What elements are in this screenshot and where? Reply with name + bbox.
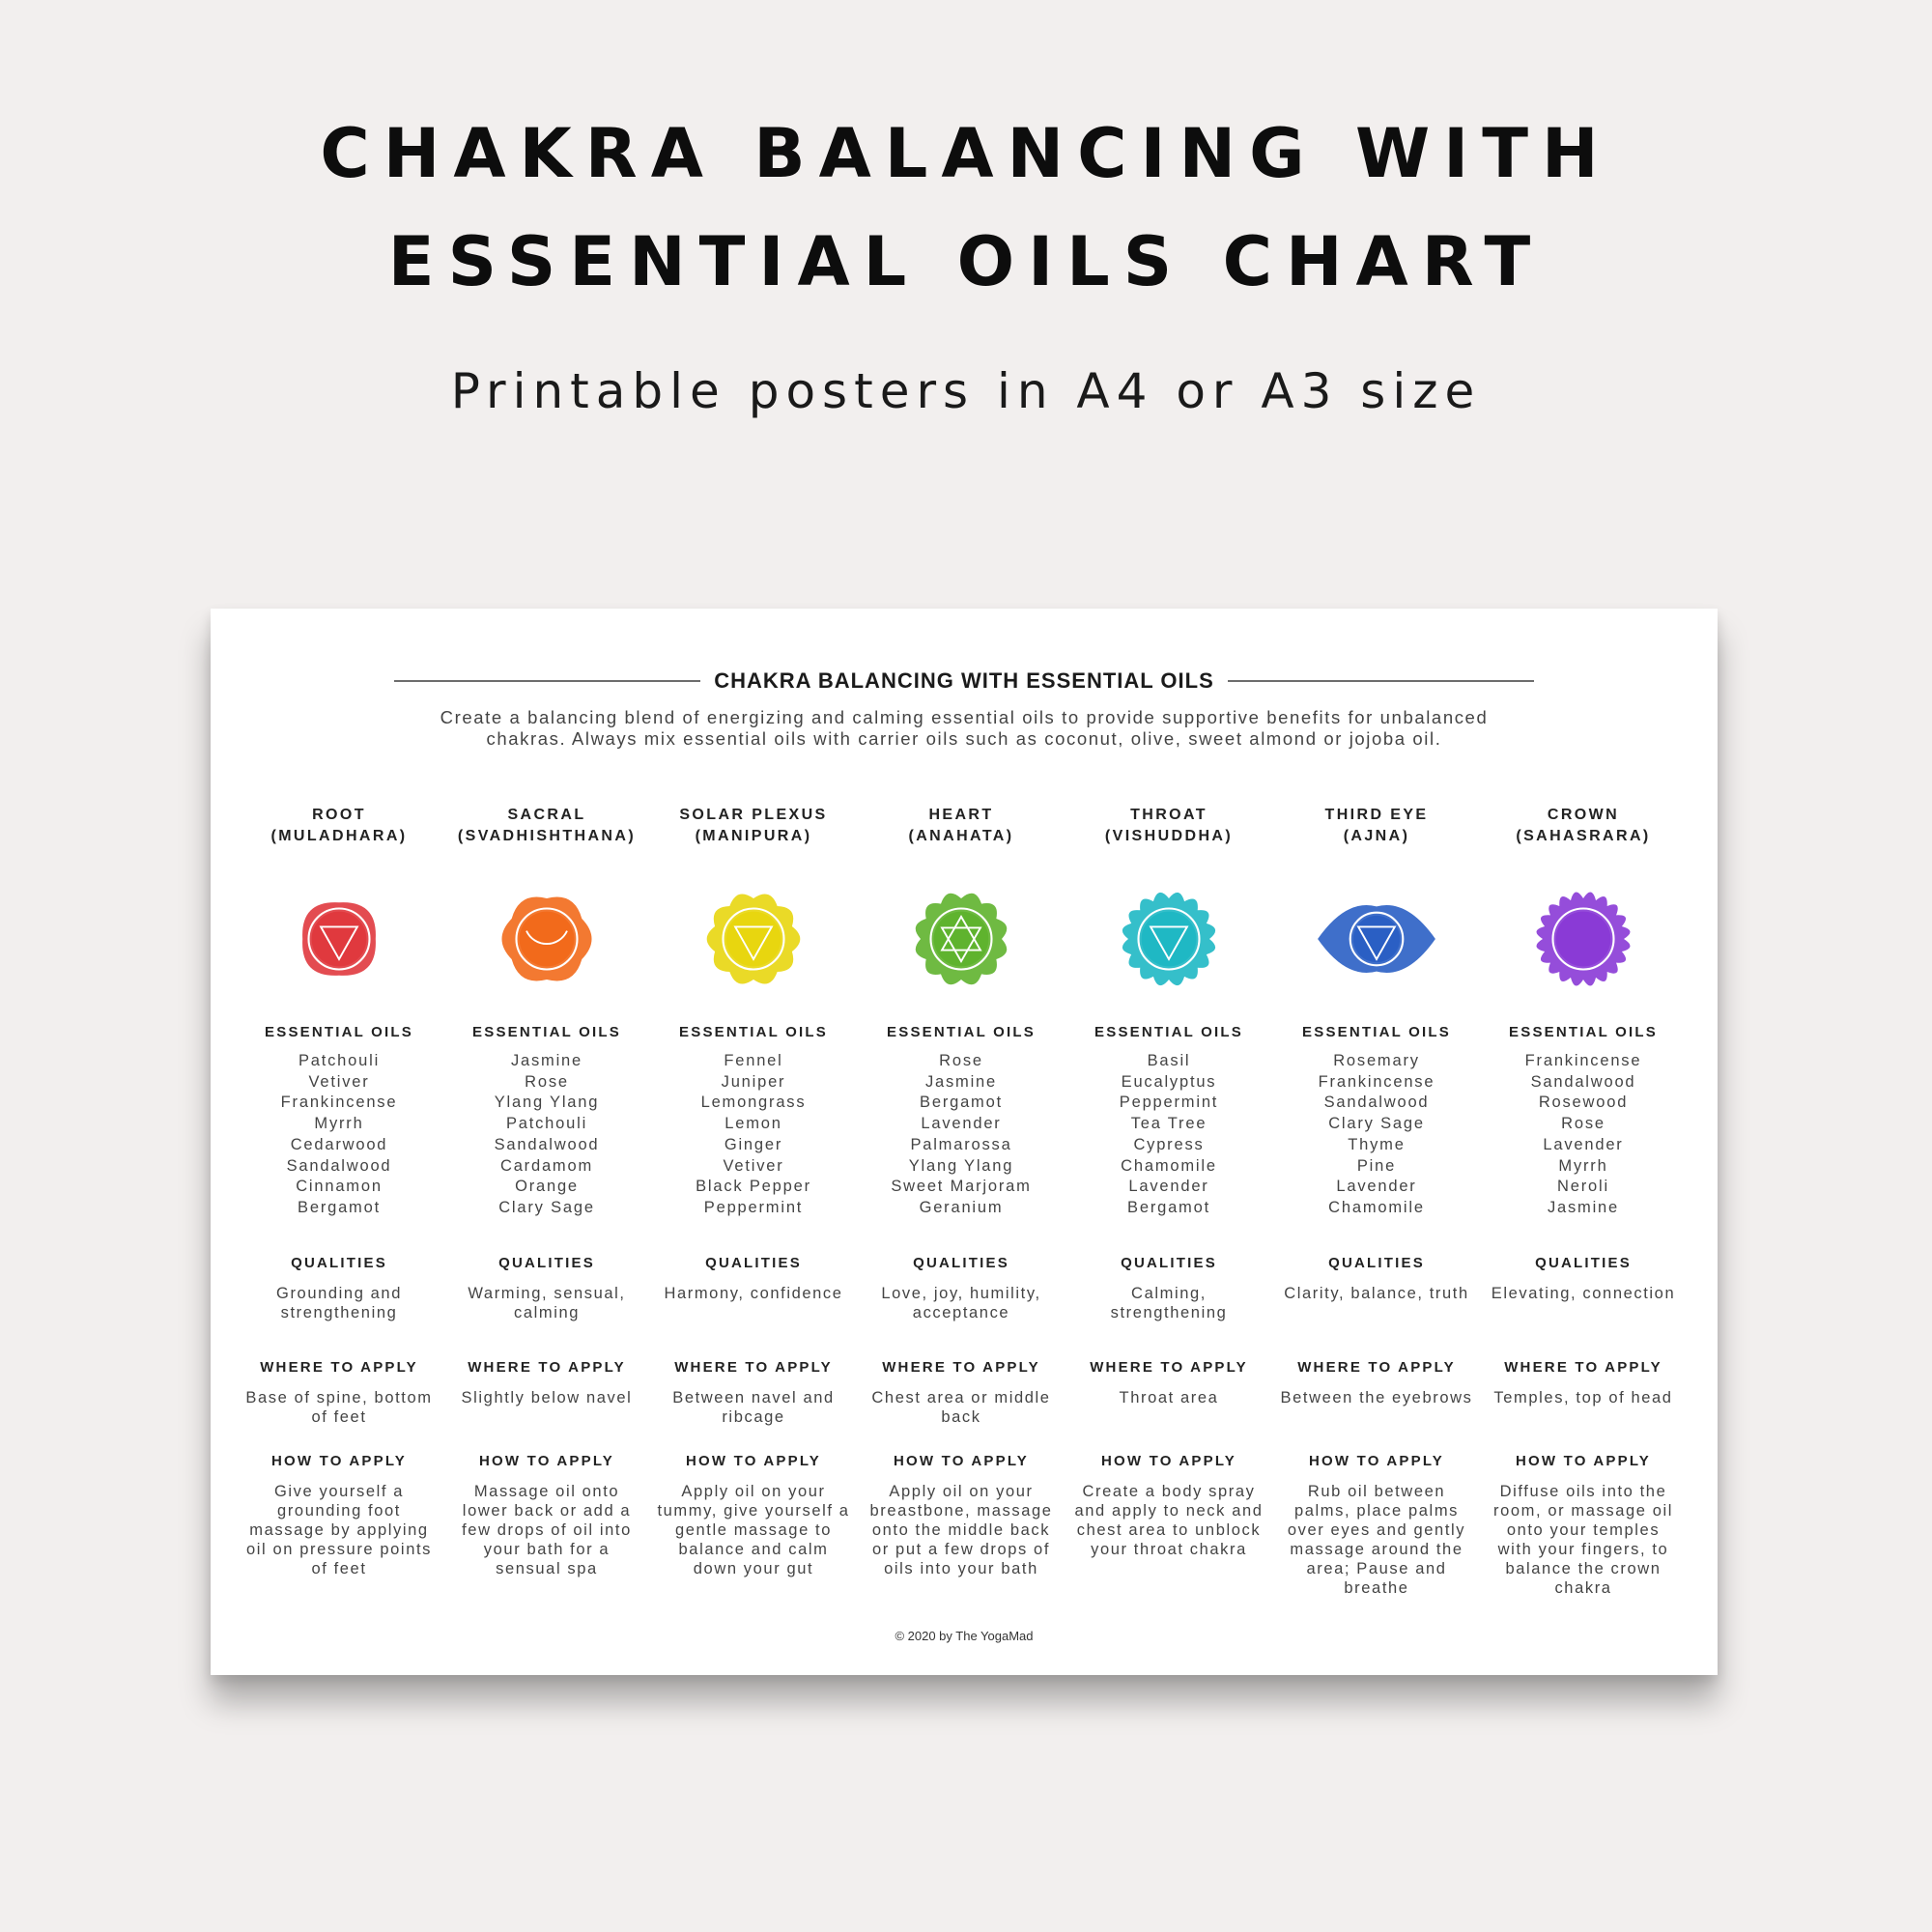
oil-list [1487, 1051, 1680, 1219]
essential-oils-label: ESSENTIAL OILS [887, 1024, 1036, 1040]
essential-oils-label: ESSENTIAL OILS [679, 1024, 828, 1040]
qualities-text: Grounding and strengthening [276, 1285, 402, 1321]
list-item: Rose [1561, 1115, 1605, 1133]
chakra-sanskrit-name: (SAHASRARA) [1516, 828, 1651, 844]
poster-title: CHAKRA BALANCING WITH ESSENTIAL OILS [714, 668, 1214, 693]
where-to-apply-text: Temples, top of head [1493, 1389, 1673, 1406]
list-item: Ginger [724, 1135, 783, 1153]
qualities-label: QUALITIES [913, 1255, 1009, 1271]
qualities-text: Elevating, connection [1491, 1285, 1676, 1302]
list-item: Patchouli [298, 1052, 381, 1069]
how-to-apply-label: HOW TO APPLY [1100, 1453, 1237, 1469]
list-item: Pine [1356, 1156, 1397, 1175]
chakra-name [1487, 805, 1680, 847]
list-item: Lavender [1543, 1135, 1624, 1153]
how-to-apply-text: Massage oil onto lower back or add a few drops of oil into your bath for a sensual spa [462, 1483, 632, 1577]
how-to-apply-text: Create a body spray and apply to neck and chest area to unblock your throat chakra [1074, 1483, 1264, 1558]
chart-poster [211, 609, 1718, 1675]
poster-intro [375, 707, 1553, 750]
list-item: Basil [1147, 1052, 1191, 1069]
qualities-label: QUALITIES [1328, 1255, 1425, 1271]
list-item: Ylang Ylang [908, 1156, 1014, 1175]
where-to-apply-text: Between navel and ribcage [672, 1389, 835, 1426]
chakra-english-name: ROOT [312, 807, 366, 823]
qualities-text: Warming, sensual, calming [468, 1285, 626, 1321]
list-item: Chamomile [1121, 1156, 1217, 1175]
header-rule-right [1228, 680, 1534, 682]
list-item: Myrrh [1558, 1156, 1608, 1175]
list-item: Lavender [921, 1115, 1002, 1133]
list-item: Frankincense [1524, 1052, 1642, 1069]
how-to-apply-label: HOW TO APPLY [893, 1453, 1030, 1469]
symbol-core [934, 912, 989, 967]
essential-oils-label: ESSENTIAL OILS [1302, 1024, 1451, 1040]
list-item: Jasmine [1547, 1198, 1620, 1216]
list-item: Black Pepper [696, 1178, 811, 1196]
essential-oils-label: ESSENTIAL OILS [265, 1024, 413, 1040]
list-item: Frankincense [1318, 1072, 1435, 1091]
where-to-apply-label: WHERE TO APPLY [1297, 1359, 1456, 1376]
list-item: Sweet Marjoram [891, 1178, 1032, 1196]
chakra-name [1072, 805, 1265, 847]
where-to-apply-label: WHERE TO APPLY [468, 1359, 626, 1376]
list-item: Sandalwood [1530, 1072, 1636, 1091]
list-item: Clary Sage [498, 1198, 595, 1216]
chakra-sanskrit-name: (MANIPURA) [695, 828, 812, 844]
where-to-apply-text: Between the eyebrows [1280, 1389, 1473, 1406]
list-item: Sandalwood [1323, 1094, 1430, 1112]
chakra-english-name: SOLAR PLEXUS [679, 807, 828, 823]
qualities-label: QUALITIES [1121, 1255, 1217, 1271]
how-to-apply-label: HOW TO APPLY [270, 1453, 408, 1469]
list-item: Cedarwood [290, 1135, 388, 1153]
root-chakra-icon [278, 878, 400, 1000]
how-to-apply-label: HOW TO APPLY [478, 1453, 615, 1469]
essential-oils-label: ESSENTIAL OILS [1094, 1024, 1243, 1040]
where-to-apply-label: WHERE TO APPLY [1090, 1359, 1248, 1376]
list-item: Clary Sage [1328, 1115, 1425, 1133]
oil-list [1072, 1051, 1265, 1219]
essential-oils-label: ESSENTIAL OILS [1509, 1024, 1658, 1040]
copyright: © 2020 by The YogaMad [895, 1629, 1034, 1643]
list-item: Sandalwood [494, 1135, 600, 1153]
poster-intro-line-2: chakras. Always mix essential oils with carrier oils such as coconut, olive, sweet almond or jojoba oil. [486, 728, 1442, 749]
list-item: Patchouli [505, 1115, 588, 1133]
list-item: Neroli [1557, 1178, 1609, 1196]
list-item: Peppermint [1119, 1094, 1219, 1112]
list-item: Chamomile [1328, 1198, 1425, 1216]
qualities-label: QUALITIES [291, 1255, 387, 1271]
chakra-sanskrit-name: (AJNA) [1343, 828, 1410, 844]
list-item: Lemon [724, 1115, 782, 1133]
how-to-apply-text: Rub oil between palms, place palms over eyes and gently massage around the area; Pause and breathe [1287, 1483, 1466, 1597]
list-item: Jasmine [510, 1052, 583, 1069]
list-item: Eucalyptus [1121, 1072, 1217, 1091]
chakra-english-name: THIRD EYE [1324, 807, 1429, 823]
oil-list [657, 1051, 850, 1219]
list-item: Lavender [1128, 1178, 1209, 1196]
how-to-apply-label: HOW TO APPLY [685, 1453, 822, 1469]
oil-list [242, 1051, 436, 1219]
list-item: Orange [515, 1178, 579, 1196]
oil-list [865, 1051, 1058, 1219]
list-item: Sandalwood [286, 1156, 392, 1175]
where-to-apply-label: WHERE TO APPLY [674, 1359, 833, 1376]
list-item: Rose [939, 1052, 983, 1069]
qualities-label: QUALITIES [498, 1255, 595, 1271]
qualities-text: Clarity, balance, truth [1284, 1285, 1469, 1302]
chakra-name [865, 805, 1058, 847]
how-to-apply-label: HOW TO APPLY [1308, 1453, 1445, 1469]
where-to-apply-text: Chest area or middle back [871, 1389, 1051, 1426]
where-to-apply-text: Throat area [1119, 1389, 1219, 1406]
hero-subtitle: Printable posters in A4 or A3 size [450, 363, 1482, 419]
solar-plexus-chakra-icon [693, 878, 814, 1000]
qualities-label: QUALITIES [705, 1255, 802, 1271]
where-to-apply-label: WHERE TO APPLY [1504, 1359, 1662, 1376]
list-item: Juniper [721, 1072, 786, 1091]
symbol-core [1556, 912, 1611, 967]
oil-list [450, 1051, 643, 1219]
chakra-name [450, 805, 643, 847]
symbol-core [1353, 916, 1400, 962]
list-item: Palmarossa [910, 1135, 1012, 1153]
chakra-name [242, 805, 436, 847]
list-item: Frankincense [280, 1094, 398, 1112]
how-to-apply-text: Apply oil on your tummy, give yourself a gentle massage to balance and calm down your gut [657, 1483, 850, 1577]
chakra-english-name: SACRAL [507, 807, 586, 823]
list-item: Vetiver [308, 1072, 370, 1091]
oil-list [1280, 1051, 1473, 1219]
list-item: Bergamot [298, 1198, 381, 1216]
list-item: Fennel [724, 1052, 783, 1069]
list-item: Bergamot [1127, 1198, 1210, 1216]
where-to-apply-label: WHERE TO APPLY [260, 1359, 418, 1376]
header-rule-left [394, 680, 700, 682]
list-item: Cypress [1133, 1135, 1205, 1153]
chakra-english-name: CROWN [1547, 807, 1620, 823]
list-item: Lavender [1336, 1178, 1417, 1196]
list-item: Bergamot [920, 1094, 1003, 1112]
chakra-sanskrit-name: (SVADHISHTHANA) [457, 828, 637, 844]
list-item: Cinnamon [296, 1178, 383, 1196]
list-item: Vetiver [723, 1156, 784, 1175]
sacral-chakra-icon [486, 878, 608, 1000]
chakra-sanskrit-name: (ANAHATA) [908, 828, 1014, 844]
list-item: Tea Tree [1130, 1115, 1208, 1133]
hero-title-line-2: ESSENTIAL OILS CHART [387, 222, 1545, 301]
how-to-apply-text: Diffuse oils into the room, or massage oil onto your temples with your fingers, to balance the crown chakra [1492, 1483, 1674, 1597]
how-to-apply-label: HOW TO APPLY [1515, 1453, 1652, 1469]
list-item: Lemongrass [700, 1094, 807, 1112]
where-to-apply-text: Slightly below navel [461, 1389, 633, 1406]
how-to-apply-text: Apply oil on your breastbone, massage onto the middle back or put a few drops of oils into your bath [869, 1483, 1053, 1577]
hero-title-line-1: CHAKRA BALANCING WITH [320, 114, 1612, 193]
qualities-text: Harmony, confidence [664, 1285, 843, 1302]
list-item: Thyme [1348, 1135, 1406, 1153]
chakra-english-name: HEART [928, 807, 994, 823]
chakra-name [1280, 805, 1473, 847]
third-eye-chakra-icon [1316, 878, 1437, 1000]
heart-chakra-icon [900, 878, 1022, 1000]
list-item: Rose [525, 1072, 569, 1091]
where-to-apply-text: Base of spine, bottom of feet [245, 1389, 433, 1426]
chakra-sanskrit-name: (MULADHARA) [270, 828, 408, 844]
list-item: Rosewood [1538, 1094, 1629, 1112]
chakra-sanskrit-name: (VISHUDDHA) [1104, 828, 1234, 844]
list-item: Jasmine [924, 1072, 998, 1091]
list-item: Cardamom [499, 1156, 593, 1175]
how-to-apply-text: Give yourself a grounding foot massage by applying oil on pressure points of feet [245, 1483, 433, 1577]
crown-chakra-icon [1522, 878, 1644, 1000]
where-to-apply-label: WHERE TO APPLY [882, 1359, 1040, 1376]
list-item: Myrrh [314, 1115, 364, 1133]
throat-chakra-icon [1108, 878, 1230, 1000]
chakra-name [657, 805, 850, 847]
list-item: Peppermint [703, 1198, 804, 1216]
list-item: Geranium [919, 1198, 1004, 1216]
poster-intro-line-1: Create a balancing blend of energizing and calming essential oils to provide supportive benefits for unbalanced [440, 707, 1489, 727]
list-item: Rosemary [1333, 1052, 1420, 1069]
qualities-text: Calming, strengthening [1110, 1285, 1228, 1321]
chakra-english-name: THROAT [1130, 807, 1208, 823]
qualities-text: Love, joy, humility, acceptance [881, 1285, 1041, 1321]
list-item: Ylang Ylang [494, 1094, 600, 1112]
poster-header [394, 667, 1534, 696]
essential-oils-label: ESSENTIAL OILS [472, 1024, 621, 1040]
symbol-core [520, 912, 575, 967]
qualities-label: QUALITIES [1535, 1255, 1632, 1271]
